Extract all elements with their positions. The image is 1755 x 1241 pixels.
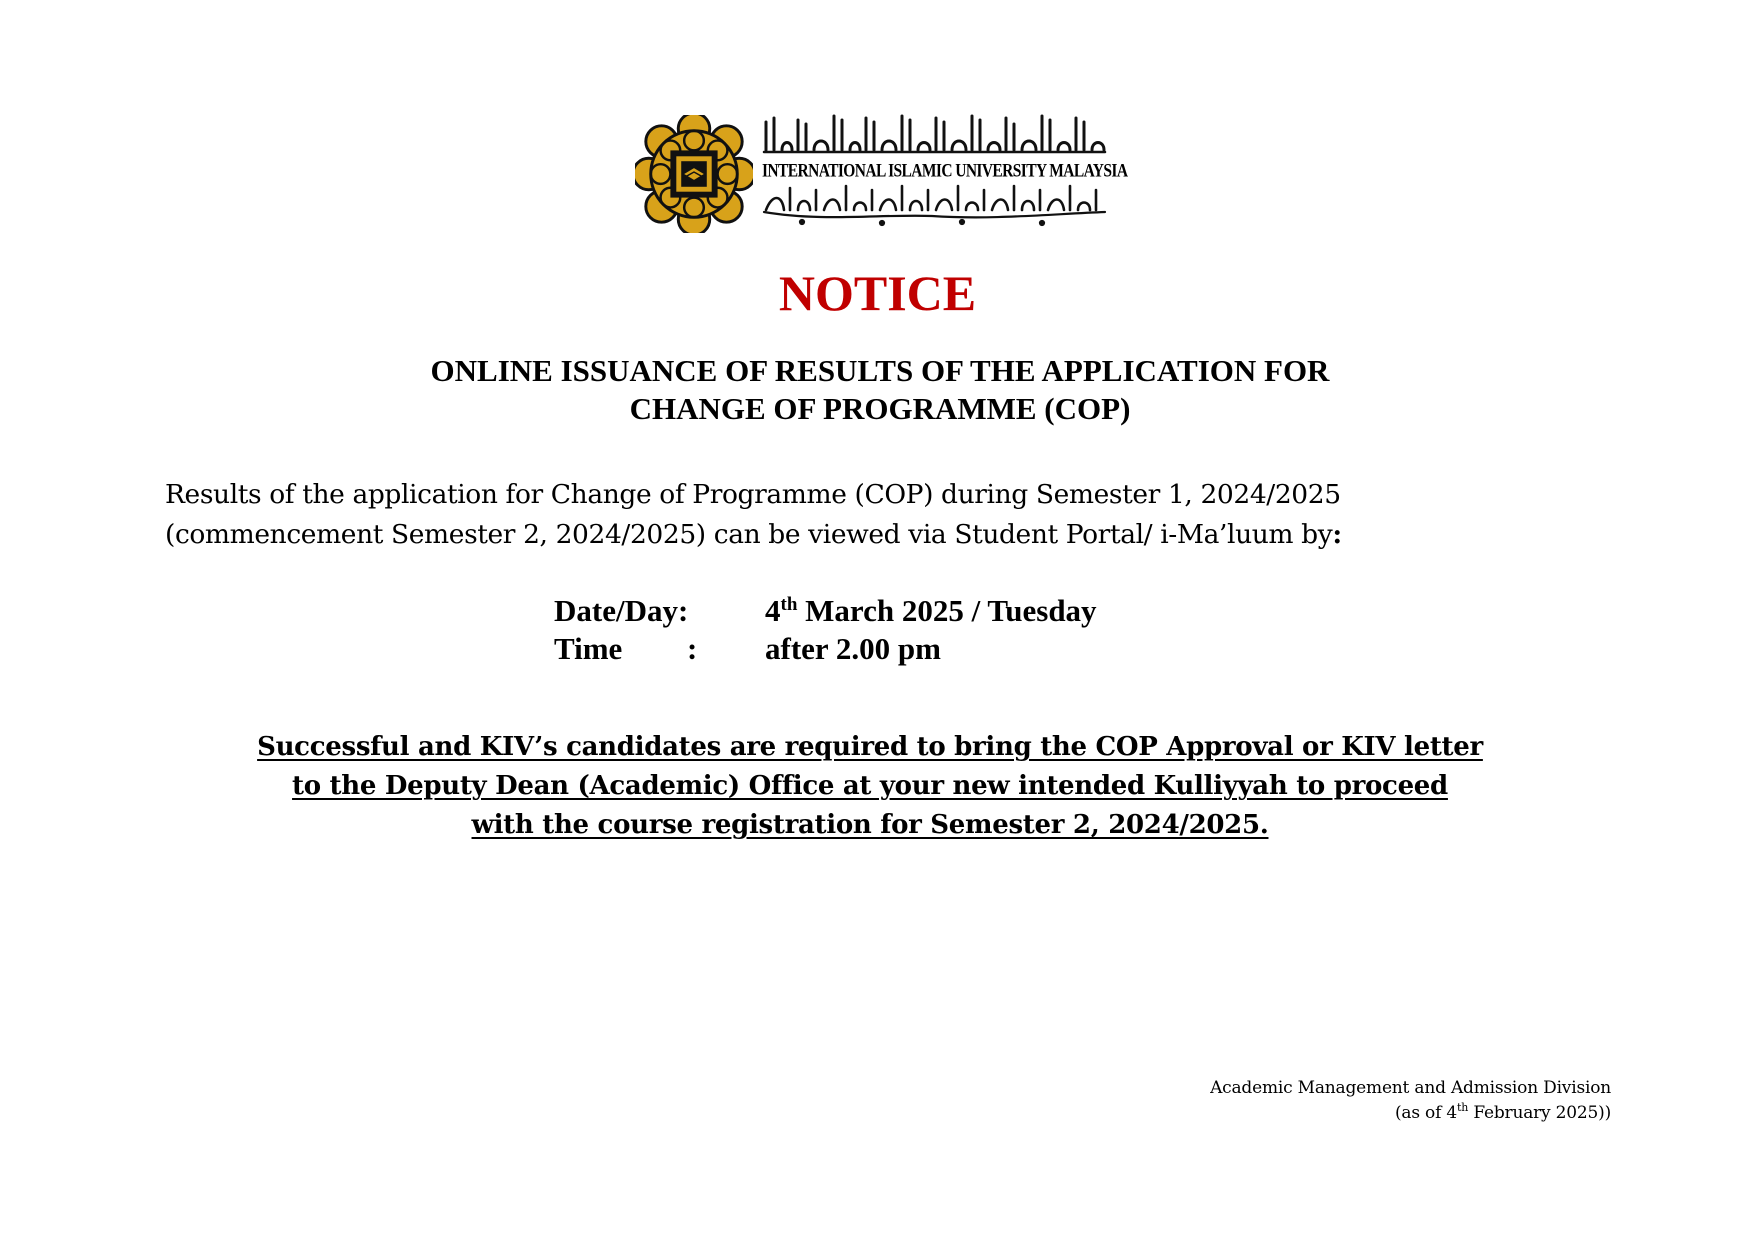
notice-heading: NOTICE — [778, 265, 977, 321]
date-label: Date/Day: — [554, 593, 689, 628]
intro-paragraph — [165, 475, 1565, 555]
notice-subtitle — [380, 352, 1380, 428]
iium-emblem-icon — [635, 115, 753, 233]
date-ordinal: th — [780, 594, 798, 615]
time-label: Time — [554, 631, 623, 666]
instruction-paragraph — [150, 728, 1590, 845]
date-day: 4 — [765, 593, 781, 628]
intro-line-2-text: (commencement Semester 2, 2024/2025) can be viewed via Student Portal/ i-Ma’luum by — [165, 519, 1333, 550]
time-value: after 2.00 pm — [765, 631, 941, 666]
as-of-rest: February 2025)) — [1468, 1103, 1611, 1123]
footer-division: Academic Management and Admission Division — [1210, 1078, 1611, 1098]
footer-as-of — [1210, 1101, 1611, 1126]
date-rest: March 2025 / Tuesday — [797, 593, 1097, 628]
intro-line-1: Results of the application for Change of Programme (COP) during Semester 1, 2024/2025 — [165, 479, 1341, 510]
as-of-prefix: (as of 4 — [1394, 1103, 1457, 1123]
iium-logo — [635, 110, 1128, 235]
logo-wordmark — [762, 110, 1128, 235]
intro-line-2-colon: : — [1332, 519, 1342, 550]
instruction-line-3: with the course registration for Semester 2, 2024/2025. — [471, 810, 1269, 840]
subtitle-line-2: CHANGE OF PROGRAMME (COP) — [629, 391, 1131, 426]
logo-english-name: INTERNATIONAL ISLAMIC UNIVERSITY MALAYSIA — [762, 160, 1128, 182]
date-value — [765, 592, 1097, 630]
instruction-line-1: Successful and KIV’s candidates are required to bring the COP Approval or KIV letter — [257, 732, 1483, 762]
intro-line-2 — [165, 515, 1565, 555]
time-separator: : — [687, 631, 698, 666]
instruction-line-2: to the Deputy Dean (Academic) Office at your new intended Kulliyyah to proceed — [292, 771, 1448, 801]
as-of-ordinal: th — [1457, 1101, 1469, 1114]
footer-signature — [1210, 1076, 1611, 1126]
subtitle-line-1: ONLINE ISSUANCE OF RESULTS OF THE APPLICATION FOR — [430, 353, 1330, 388]
